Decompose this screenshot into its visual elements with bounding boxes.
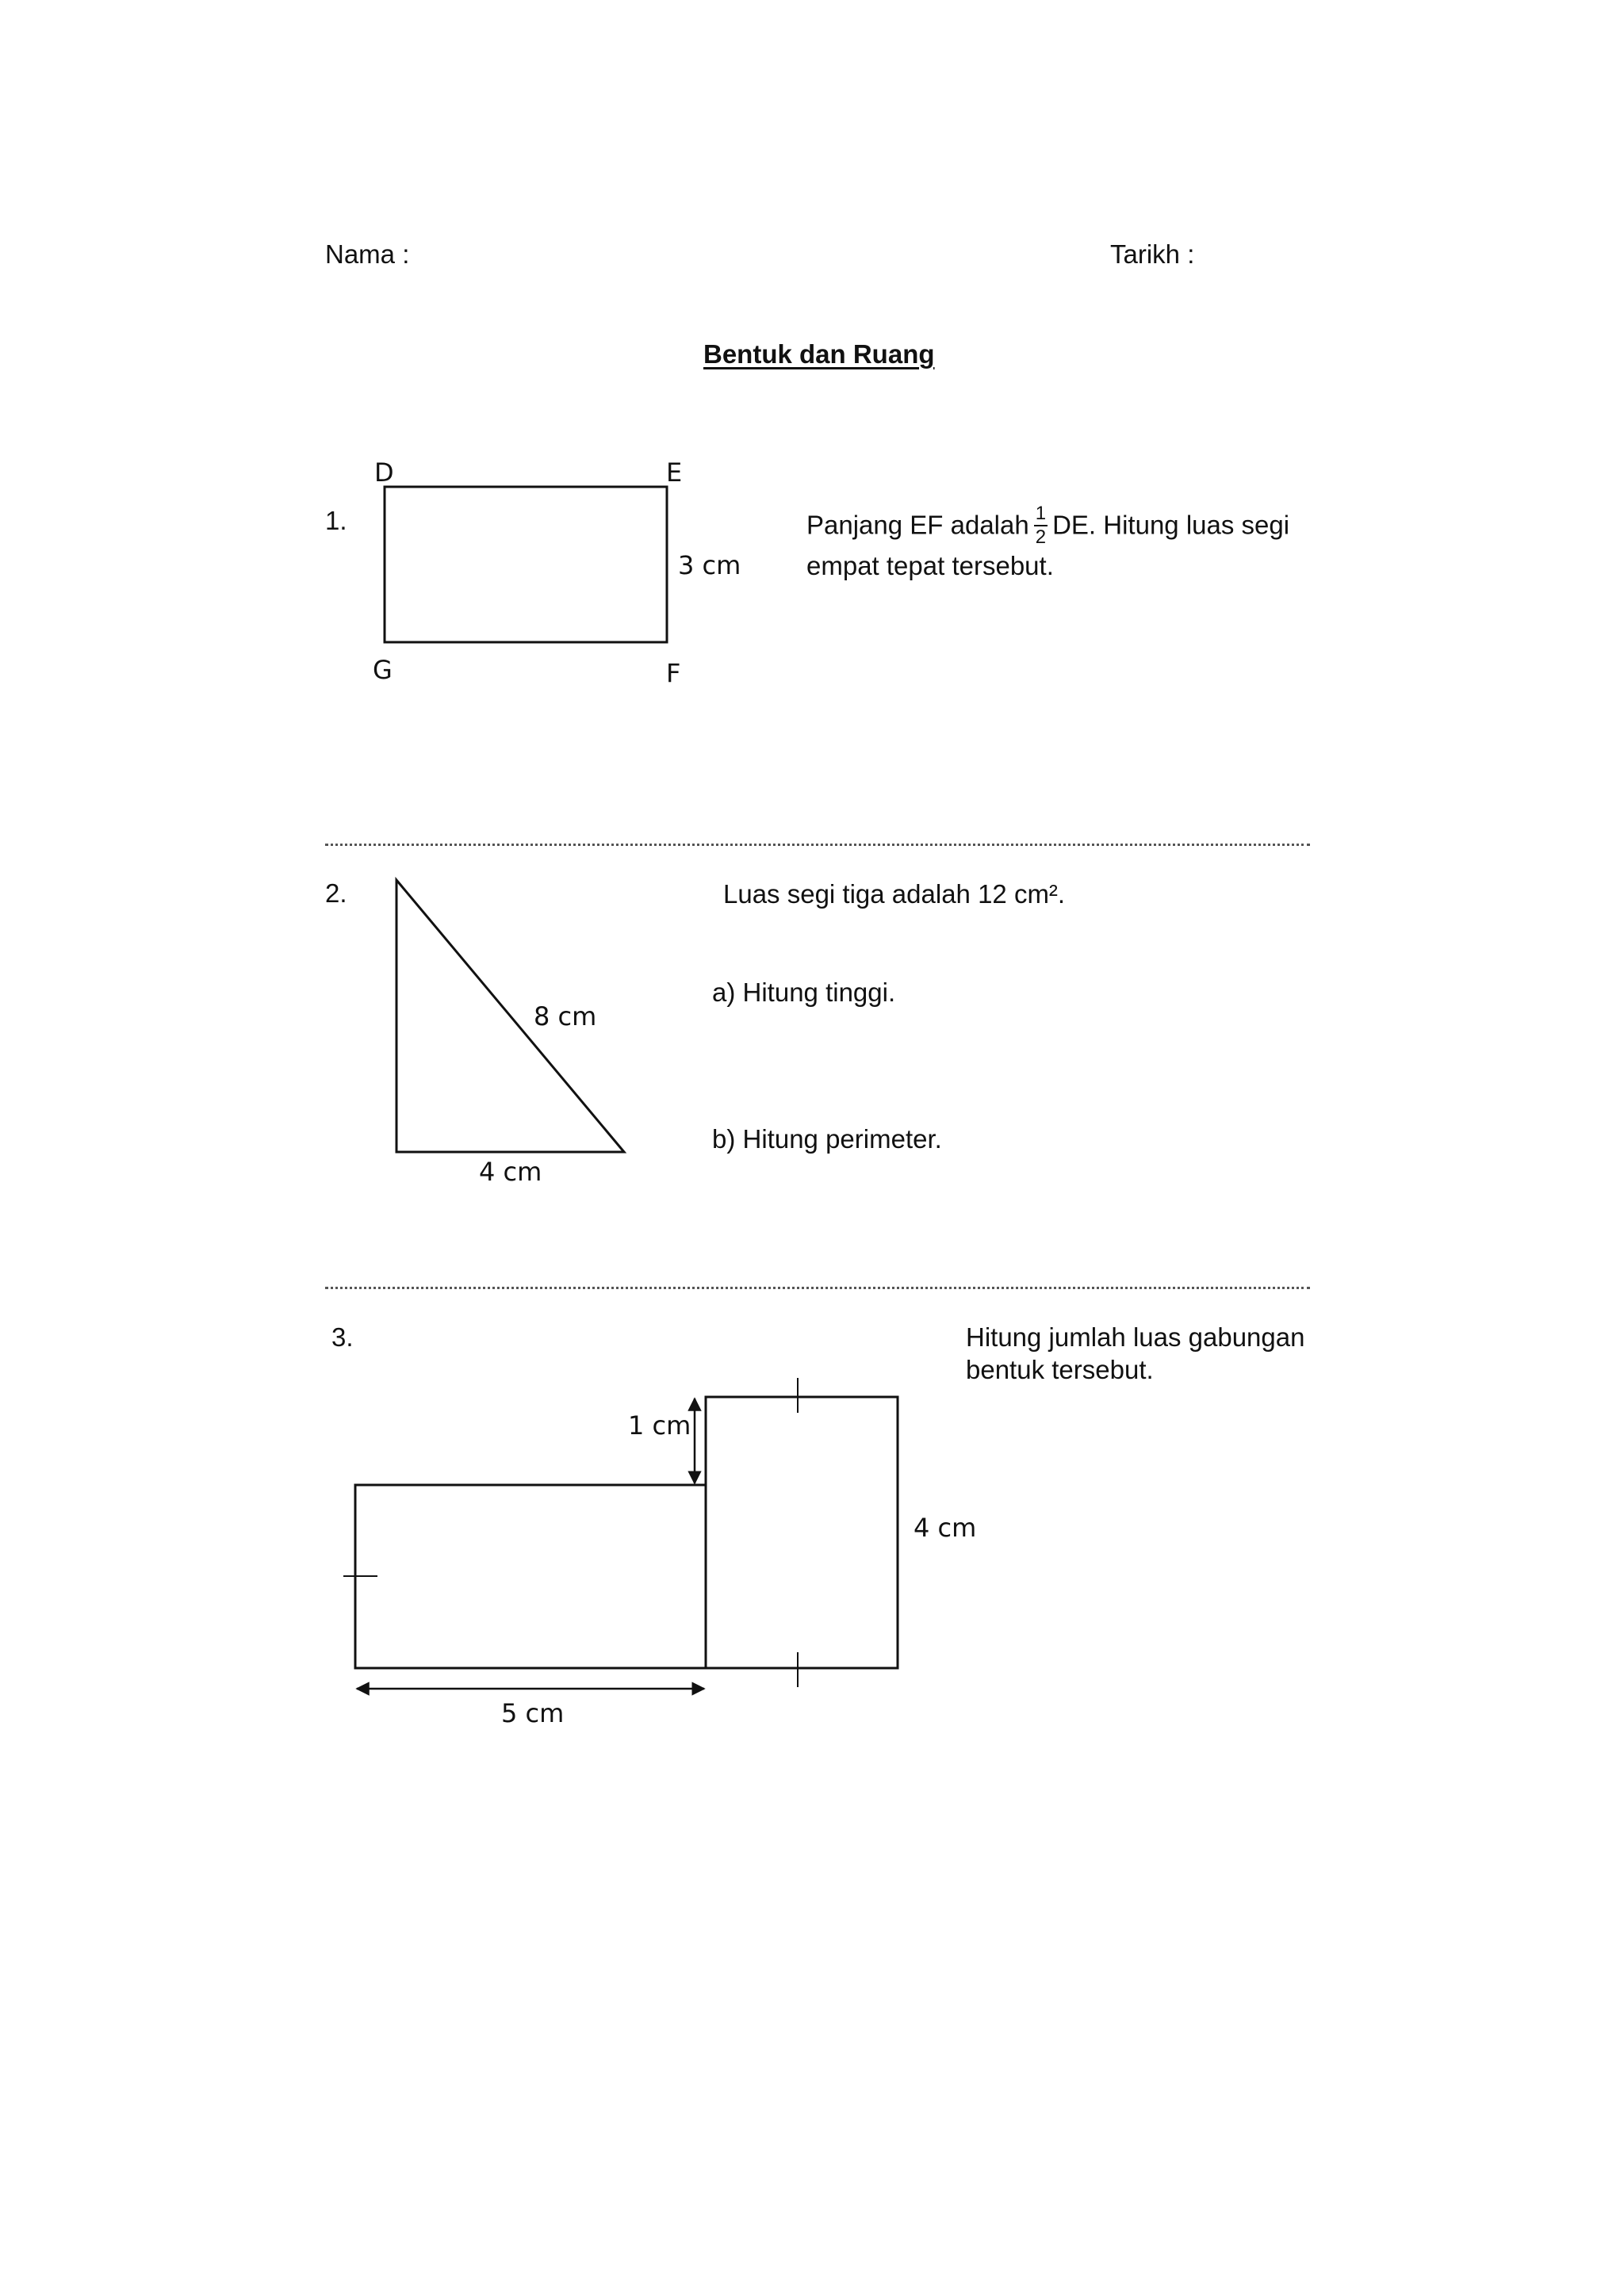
- height-length-label: 4 cm: [914, 1513, 977, 1543]
- width-length-label: 5 cm: [501, 1698, 565, 1728]
- question-1-text-before: Panjang EF adalah: [806, 510, 1029, 540]
- side-ef-length-label: 3 cm: [678, 550, 741, 580]
- vertex-g-label: G: [373, 655, 393, 685]
- question-3-number: 3.: [331, 1322, 354, 1352]
- question-1-text-after: DE. Hitung luas segi: [1052, 510, 1290, 540]
- question-3-text-line2: bentuk tersebut.: [966, 1355, 1154, 1384]
- left-rectangle: [355, 1485, 706, 1668]
- right-square: [706, 1397, 898, 1668]
- question-1-text-line2: empat tepat tersebut.: [806, 551, 1054, 580]
- question-3-text-line1: Hitung jumlah luas gabungan: [966, 1322, 1305, 1352]
- gap-length-label: 1 cm: [628, 1410, 691, 1441]
- question-2-part-a: a) Hitung tinggi.: [712, 978, 896, 1007]
- question-2-intro: Luas segi tiga adalah 12 cm².: [723, 879, 1066, 909]
- question-1-number: 1.: [325, 506, 347, 535]
- vertex-f-label: F: [666, 658, 681, 688]
- name-label: Nama :: [325, 239, 410, 269]
- base-length-label: 4 cm: [479, 1157, 542, 1187]
- vertex-d-label: D: [374, 457, 394, 488]
- hypotenuse-length-label: 8 cm: [534, 1001, 597, 1031]
- date-label: Tarikh :: [1110, 239, 1195, 269]
- question-2-part-b: b) Hitung perimeter.: [712, 1124, 942, 1154]
- fraction-numerator: 1: [1034, 504, 1048, 526]
- question-2-number: 2.: [325, 878, 347, 908]
- vertex-e-label: E: [666, 457, 683, 488]
- fraction-denominator: 2: [1035, 526, 1047, 548]
- page-title: Bentuk dan Ruang: [703, 339, 935, 369]
